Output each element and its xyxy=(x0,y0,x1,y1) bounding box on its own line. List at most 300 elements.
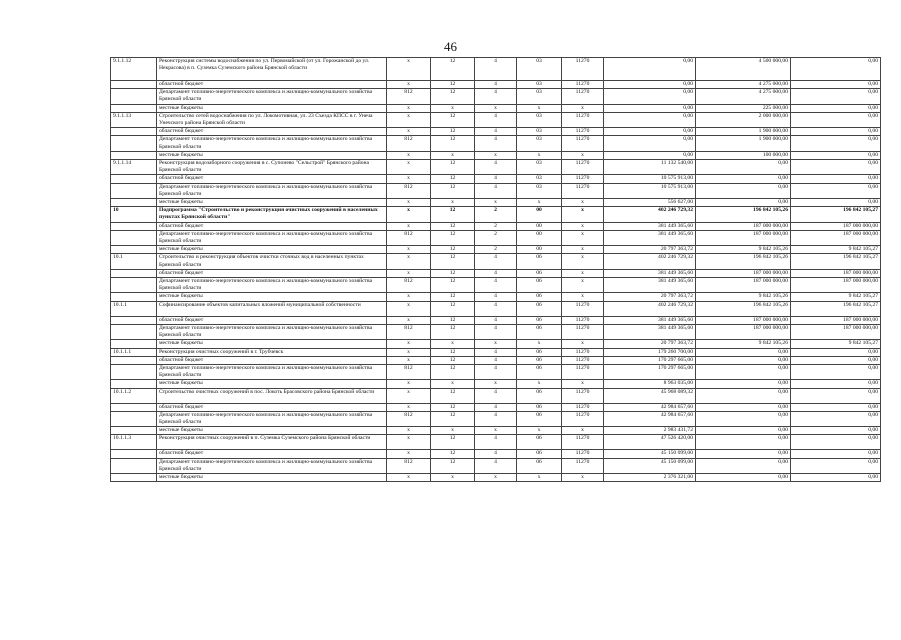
cell-amount-2019: 45 150 099,00 xyxy=(604,450,696,458)
cell-col-program: 06 xyxy=(517,324,562,339)
cell-col-section: 12 xyxy=(431,160,475,175)
cell-col-subsection: x xyxy=(475,199,517,207)
cell-name: местные бюджеты xyxy=(157,340,387,348)
cell-col-direction: x xyxy=(562,340,604,348)
cell-code xyxy=(111,403,157,411)
table-row xyxy=(111,458,881,473)
cell-col-section: x xyxy=(431,380,475,388)
cell-amount-2021: 0,00 xyxy=(791,112,881,127)
cell-amount-2021: 0,00 xyxy=(791,89,881,104)
cell-col-subsection: x xyxy=(475,340,517,348)
cell-code xyxy=(111,246,157,254)
cell-col-section: 12 xyxy=(431,364,475,379)
cell-code xyxy=(111,364,157,379)
cell-col-direction: x xyxy=(562,427,604,435)
cell-col-grbs: x xyxy=(387,246,431,254)
cell-col-grbs: x xyxy=(387,380,431,388)
table-row xyxy=(111,435,881,450)
cell-code xyxy=(111,128,157,136)
cell-col-grbs: x xyxy=(387,112,431,127)
cell-col-program: x xyxy=(517,104,562,112)
cell-amount-2020: 0,00 xyxy=(696,175,791,183)
cell-col-program: x xyxy=(517,427,562,435)
table-row xyxy=(111,81,881,89)
cell-col-grbs: 812 xyxy=(387,278,431,293)
cell-col-direction: x xyxy=(562,293,604,301)
cell-col-program: x xyxy=(517,340,562,348)
cell-col-direction: 11270 xyxy=(562,112,604,127)
table-row xyxy=(111,348,881,356)
cell-col-section: 12 xyxy=(431,450,475,458)
cell-amount-2019: 47 526 420,00 xyxy=(604,435,696,450)
cell-col-grbs: x xyxy=(387,269,431,277)
cell-col-subsection: 4 xyxy=(475,89,517,104)
table-row xyxy=(111,183,881,198)
cell-col-direction: 11270 xyxy=(562,89,604,104)
table-row xyxy=(111,89,881,104)
cell-amount-2020: 0,00 xyxy=(696,199,791,207)
cell-amount-2019: 556 627,00 xyxy=(604,199,696,207)
cell-col-section: 12 xyxy=(431,246,475,254)
cell-name: Департамент топливно-энергетического комплекса и жилищно-коммунального хозяйства Брянской области xyxy=(157,278,387,293)
cell-name: Реконструкция очистных сооружений в г. Трубчевск xyxy=(157,348,387,356)
cell-col-subsection: 2 xyxy=(475,230,517,245)
cell-amount-2019: 402 246 729,32 xyxy=(604,207,696,222)
cell-col-direction: x xyxy=(562,199,604,207)
cell-name: областной бюджет xyxy=(157,316,387,324)
cell-col-section: x xyxy=(431,151,475,159)
table-row xyxy=(111,160,881,175)
cell-name: местные бюджеты xyxy=(157,380,387,388)
table-row xyxy=(111,246,881,254)
cell-col-direction: 11270 xyxy=(562,316,604,324)
cell-amount-2021: 0,00 xyxy=(791,128,881,136)
cell-col-direction: 11270 xyxy=(562,458,604,473)
cell-col-program: 00 xyxy=(517,222,562,230)
cell-col-program: 06 xyxy=(517,348,562,356)
cell-name: местные бюджеты xyxy=(157,199,387,207)
cell-col-grbs: x xyxy=(387,128,431,136)
cell-col-program: 03 xyxy=(517,136,562,151)
cell-col-direction: 11270 xyxy=(562,403,604,411)
cell-amount-2021: 0,00 xyxy=(791,199,881,207)
cell-name: Реконструкция очистных сооружений в п. Суземка Суземского района Брянской области xyxy=(157,435,387,450)
cell-col-subsection: 4 xyxy=(475,160,517,175)
cell-amount-2021: 0,00 xyxy=(791,104,881,112)
cell-col-program: 06 xyxy=(517,278,562,293)
cell-amount-2019: 11 132 540,00 xyxy=(604,160,696,175)
table-row xyxy=(111,207,881,222)
cell-amount-2019: 170 297 665,00 xyxy=(604,356,696,364)
table-row xyxy=(111,230,881,245)
cell-amount-2021: 187 000 000,00 xyxy=(791,278,881,293)
cell-col-grbs: x xyxy=(387,316,431,324)
cell-amount-2019: 381 449 365,60 xyxy=(604,222,696,230)
cell-amount-2020: 225 000,00 xyxy=(696,104,791,112)
cell-col-direction: 11270 xyxy=(562,348,604,356)
cell-col-grbs: 812 xyxy=(387,183,431,198)
cell-name: Департамент топливно-энергетического комплекса и жилищно-коммунального хозяйства Брянской области xyxy=(157,411,387,426)
budget-table xyxy=(110,57,881,482)
cell-amount-2021: 187 000 000,00 xyxy=(791,316,881,324)
cell-amount-2019: 10 575 913,00 xyxy=(604,183,696,198)
cell-name: местные бюджеты xyxy=(157,473,387,481)
cell-col-program: 03 xyxy=(517,175,562,183)
cell-col-grbs: 812 xyxy=(387,89,431,104)
cell-code: 9.1.1.12 xyxy=(111,58,157,81)
cell-amount-2020: 2 000 000,00 xyxy=(696,112,791,127)
cell-code: 10 xyxy=(111,207,157,222)
cell-code: 10.1 xyxy=(111,254,157,269)
cell-col-section: x xyxy=(431,473,475,481)
cell-col-program: 06 xyxy=(517,435,562,450)
cell-code xyxy=(111,175,157,183)
cell-col-program: 00 xyxy=(517,207,562,222)
cell-col-program: 06 xyxy=(517,254,562,269)
cell-code xyxy=(111,324,157,339)
cell-col-grbs: x xyxy=(387,58,431,81)
cell-name: местные бюджеты xyxy=(157,246,387,254)
cell-code xyxy=(111,380,157,388)
cell-amount-2021: 0,00 xyxy=(791,435,881,450)
cell-name: Департамент топливно-энергетического комплекса и жилищно-коммунального хозяйства Брянской области xyxy=(157,458,387,473)
cell-amount-2020: 9 842 105,26 xyxy=(696,246,791,254)
cell-col-program: 06 xyxy=(517,301,562,316)
cell-col-program: 00 xyxy=(517,230,562,245)
cell-col-grbs: 812 xyxy=(387,136,431,151)
cell-col-program: 06 xyxy=(517,388,562,403)
cell-code xyxy=(111,269,157,277)
table-row xyxy=(111,340,881,348)
cell-amount-2020: 100 000,00 xyxy=(696,151,791,159)
cell-amount-2021: 9 842 105,27 xyxy=(791,340,881,348)
cell-amount-2021: 0,00 xyxy=(791,427,881,435)
table-row xyxy=(111,278,881,293)
cell-amount-2020: 196 842 105,26 xyxy=(696,301,791,316)
cell-col-direction: 11270 xyxy=(562,364,604,379)
table-row xyxy=(111,269,881,277)
cell-col-subsection: x xyxy=(475,151,517,159)
cell-amount-2021: 0,00 xyxy=(791,388,881,403)
cell-col-section: 12 xyxy=(431,356,475,364)
cell-col-direction: 11270 xyxy=(562,81,604,89)
cell-amount-2020: 0,00 xyxy=(696,380,791,388)
cell-code xyxy=(111,222,157,230)
cell-col-grbs: x xyxy=(387,427,431,435)
cell-col-grbs: x xyxy=(387,473,431,481)
cell-col-direction: 11270 xyxy=(562,388,604,403)
cell-amount-2019: 0,00 xyxy=(604,128,696,136)
cell-amount-2020: 187 000 000,00 xyxy=(696,269,791,277)
table-body xyxy=(111,58,881,482)
cell-col-direction: x xyxy=(562,473,604,481)
cell-col-grbs: x xyxy=(387,175,431,183)
table-row xyxy=(111,136,881,151)
cell-name: областной бюджет xyxy=(157,450,387,458)
cell-col-program: 06 xyxy=(517,403,562,411)
cell-col-direction: 11270 xyxy=(562,58,604,81)
cell-col-section: 12 xyxy=(431,230,475,245)
cell-amount-2019: 381 449 365,60 xyxy=(604,316,696,324)
cell-amount-2019: 45 968 089,32 xyxy=(604,388,696,403)
cell-col-grbs: x xyxy=(387,435,431,450)
cell-amount-2019: 45 150 099,00 xyxy=(604,458,696,473)
cell-amount-2021: 9 842 105,27 xyxy=(791,246,881,254)
cell-code xyxy=(111,473,157,481)
cell-col-grbs: x xyxy=(387,348,431,356)
cell-amount-2019: 8 963 035,00 xyxy=(604,380,696,388)
cell-amount-2020: 0,00 xyxy=(696,183,791,198)
cell-amount-2020: 4 275 000,00 xyxy=(696,89,791,104)
cell-code xyxy=(111,89,157,104)
cell-amount-2019: 381 449 365,60 xyxy=(604,324,696,339)
table-row xyxy=(111,356,881,364)
cell-col-program: 06 xyxy=(517,293,562,301)
cell-col-program: 06 xyxy=(517,364,562,379)
cell-amount-2019: 42 984 657,60 xyxy=(604,403,696,411)
cell-col-subsection: 4 xyxy=(475,269,517,277)
cell-name: областной бюджет xyxy=(157,128,387,136)
cell-name: Департамент топливно-энергетического комплекса и жилищно-коммунального хозяйства Брянской области xyxy=(157,230,387,245)
table-row xyxy=(111,104,881,112)
cell-col-direction: 11270 xyxy=(562,160,604,175)
cell-col-grbs: x xyxy=(387,104,431,112)
cell-col-subsection: 4 xyxy=(475,324,517,339)
cell-code xyxy=(111,340,157,348)
cell-col-subsection: 4 xyxy=(475,458,517,473)
cell-col-direction: x xyxy=(562,230,604,245)
cell-amount-2021: 0,00 xyxy=(791,403,881,411)
cell-name: областной бюджет xyxy=(157,175,387,183)
cell-col-grbs: x xyxy=(387,356,431,364)
cell-col-direction: 11270 xyxy=(562,301,604,316)
cell-amount-2019: 402 246 729,32 xyxy=(604,301,696,316)
table-row xyxy=(111,364,881,379)
cell-col-direction: x xyxy=(562,246,604,254)
cell-col-section: 12 xyxy=(431,458,475,473)
cell-col-grbs: x xyxy=(387,151,431,159)
cell-amount-2020: 0,00 xyxy=(696,450,791,458)
cell-amount-2021: 0,00 xyxy=(791,450,881,458)
cell-name: Строительство очистных сооружений в пос. Локоть Брасовского района Брянской области xyxy=(157,388,387,403)
cell-amount-2019: 179 260 700,00 xyxy=(604,348,696,356)
cell-amount-2019: 0,00 xyxy=(604,151,696,159)
cell-amount-2019: 170 297 665,00 xyxy=(604,364,696,379)
cell-amount-2021: 0,00 xyxy=(791,151,881,159)
cell-code xyxy=(111,293,157,301)
cell-code: 10.1.1 xyxy=(111,301,157,316)
cell-amount-2020: 0,00 xyxy=(696,348,791,356)
cell-code xyxy=(111,356,157,364)
cell-col-grbs: x xyxy=(387,403,431,411)
cell-amount-2020: 4 275 000,00 xyxy=(696,81,791,89)
cell-col-direction: x xyxy=(562,278,604,293)
cell-code xyxy=(111,183,157,198)
cell-code xyxy=(111,411,157,426)
table-row xyxy=(111,380,881,388)
cell-col-direction: x xyxy=(562,207,604,222)
cell-amount-2021: 196 842 105,27 xyxy=(791,207,881,222)
cell-col-section: 12 xyxy=(431,435,475,450)
cell-col-grbs: 812 xyxy=(387,458,431,473)
cell-code xyxy=(111,136,157,151)
cell-amount-2021: 187 000 000,00 xyxy=(791,269,881,277)
cell-col-subsection: 4 xyxy=(475,58,517,81)
cell-code: 10.1.1.3 xyxy=(111,435,157,450)
table-row xyxy=(111,450,881,458)
cell-col-program: 03 xyxy=(517,112,562,127)
cell-col-subsection: 4 xyxy=(475,348,517,356)
table-row xyxy=(111,301,881,316)
cell-col-program: 06 xyxy=(517,316,562,324)
cell-amount-2019: 0,00 xyxy=(604,81,696,89)
cell-col-section: 12 xyxy=(431,136,475,151)
cell-amount-2021: 0,00 xyxy=(791,356,881,364)
cell-col-subsection: 4 xyxy=(475,278,517,293)
table-row xyxy=(111,316,881,324)
cell-col-section: 12 xyxy=(431,128,475,136)
cell-amount-2020: 0,00 xyxy=(696,458,791,473)
cell-code xyxy=(111,427,157,435)
cell-name: областной бюджет xyxy=(157,222,387,230)
cell-col-section: 12 xyxy=(431,324,475,339)
cell-col-subsection: x xyxy=(475,104,517,112)
cell-col-program: 06 xyxy=(517,356,562,364)
cell-amount-2019: 42 984 657,60 xyxy=(604,411,696,426)
cell-col-section: 12 xyxy=(431,348,475,356)
cell-amount-2019: 0,00 xyxy=(604,136,696,151)
cell-col-subsection: 4 xyxy=(475,183,517,198)
cell-amount-2020: 196 842 105,26 xyxy=(696,207,791,222)
cell-col-subsection: 4 xyxy=(475,435,517,450)
cell-col-program: 03 xyxy=(517,160,562,175)
cell-amount-2019: 0,00 xyxy=(604,104,696,112)
cell-code xyxy=(111,458,157,473)
cell-name: Департамент топливно-энергетического комплекса и жилищно-коммунального хозяйства Брянской области xyxy=(157,183,387,198)
cell-col-grbs: 812 xyxy=(387,230,431,245)
table-row xyxy=(111,151,881,159)
page-number: 46 xyxy=(444,39,457,54)
cell-col-subsection: 4 xyxy=(475,364,517,379)
table-row xyxy=(111,427,881,435)
cell-amount-2020: 0,00 xyxy=(696,160,791,175)
cell-col-direction: x xyxy=(562,104,604,112)
cell-code xyxy=(111,199,157,207)
cell-col-program: 06 xyxy=(517,450,562,458)
cell-col-subsection: 4 xyxy=(475,388,517,403)
table-row xyxy=(111,324,881,339)
cell-col-section: x xyxy=(431,340,475,348)
cell-col-section: x xyxy=(431,199,475,207)
cell-col-section: 12 xyxy=(431,89,475,104)
cell-col-program: x xyxy=(517,199,562,207)
cell-col-section: 12 xyxy=(431,316,475,324)
cell-amount-2020: 187 000 000,00 xyxy=(696,324,791,339)
cell-col-direction: 11270 xyxy=(562,356,604,364)
cell-col-subsection: 4 xyxy=(475,316,517,324)
cell-col-grbs: x xyxy=(387,160,431,175)
cell-code xyxy=(111,151,157,159)
cell-amount-2020: 187 000 000,00 xyxy=(696,278,791,293)
cell-amount-2020: 187 000 000,00 xyxy=(696,230,791,245)
cell-amount-2020: 0,00 xyxy=(696,435,791,450)
cell-name: местные бюджеты xyxy=(157,104,387,112)
cell-col-section: 12 xyxy=(431,81,475,89)
cell-col-grbs: x xyxy=(387,301,431,316)
cell-name: Реконструкция водозаборного сооружения в с. Супонево "Сельстрой" Брянского района Брянской области xyxy=(157,160,387,175)
cell-col-direction: x xyxy=(562,151,604,159)
cell-col-section: 12 xyxy=(431,411,475,426)
cell-name: областной бюджет xyxy=(157,403,387,411)
cell-code: 9.1.1.13 xyxy=(111,112,157,127)
cell-name: Строительство сетей водоснабжения по ул. Локомотивная, ул. 23 Съезда КПСС в г. Унеча Унечского района Брянской области xyxy=(157,112,387,127)
cell-col-program: x xyxy=(517,380,562,388)
cell-col-subsection: 4 xyxy=(475,450,517,458)
cell-amount-2021: 9 842 105,27 xyxy=(791,293,881,301)
cell-col-grbs: x xyxy=(387,81,431,89)
cell-amount-2021: 0,00 xyxy=(791,380,881,388)
cell-col-section: 12 xyxy=(431,254,475,269)
cell-amount-2019: 381 449 365,60 xyxy=(604,269,696,277)
cell-amount-2019: 0,00 xyxy=(604,89,696,104)
cell-amount-2019: 10 575 913,00 xyxy=(604,175,696,183)
cell-amount-2020: 187 000 000,00 xyxy=(696,316,791,324)
cell-col-subsection: 4 xyxy=(475,293,517,301)
cell-col-program: 03 xyxy=(517,81,562,89)
cell-col-subsection: 4 xyxy=(475,128,517,136)
cell-col-subsection: 4 xyxy=(475,136,517,151)
cell-name: Подпрограмма "Строительство и реконструкция очистных сооружений в населенных пунктах Брянской области" xyxy=(157,207,387,222)
cell-col-section: 12 xyxy=(431,222,475,230)
cell-col-subsection: 4 xyxy=(475,112,517,127)
cell-amount-2019: 2 376 321,00 xyxy=(604,473,696,481)
table-row xyxy=(111,403,881,411)
cell-name: местные бюджеты xyxy=(157,427,387,435)
cell-amount-2021: 187 000 000,00 xyxy=(791,324,881,339)
cell-col-grbs: 812 xyxy=(387,364,431,379)
cell-col-program: 03 xyxy=(517,128,562,136)
cell-col-grbs: x xyxy=(387,207,431,222)
cell-name: Департамент топливно-энергетического комплекса и жилищно-коммунального хозяйства Брянской области xyxy=(157,364,387,379)
cell-amount-2020: 187 000 000,00 xyxy=(696,222,791,230)
cell-amount-2020: 0,00 xyxy=(696,473,791,481)
cell-col-subsection: x xyxy=(475,473,517,481)
cell-name: областной бюджет xyxy=(157,356,387,364)
cell-col-grbs: x xyxy=(387,199,431,207)
cell-col-section: 12 xyxy=(431,388,475,403)
cell-col-program: x xyxy=(517,473,562,481)
cell-col-section: 12 xyxy=(431,269,475,277)
cell-col-section: 12 xyxy=(431,293,475,301)
cell-code xyxy=(111,81,157,89)
cell-code xyxy=(111,316,157,324)
cell-col-section: 12 xyxy=(431,301,475,316)
cell-amount-2021: 0,00 xyxy=(791,160,881,175)
cell-col-direction: 11270 xyxy=(562,183,604,198)
table-row xyxy=(111,473,881,481)
table-row xyxy=(111,254,881,269)
cell-amount-2020: 196 842 105,26 xyxy=(696,254,791,269)
cell-amount-2021: 196 842 105,27 xyxy=(791,301,881,316)
cell-col-section: 12 xyxy=(431,175,475,183)
cell-amount-2019: 20 797 363,72 xyxy=(604,340,696,348)
cell-name: Строительство и реконструкция объектов очистки сточных вод в населенных пунктах Брянской области xyxy=(157,254,387,269)
cell-amount-2020: 9 842 105,26 xyxy=(696,293,791,301)
cell-amount-2020: 4 500 000,00 xyxy=(696,58,791,81)
cell-col-program: 00 xyxy=(517,246,562,254)
cell-col-program: 03 xyxy=(517,89,562,104)
cell-amount-2019: 0,00 xyxy=(604,58,696,81)
